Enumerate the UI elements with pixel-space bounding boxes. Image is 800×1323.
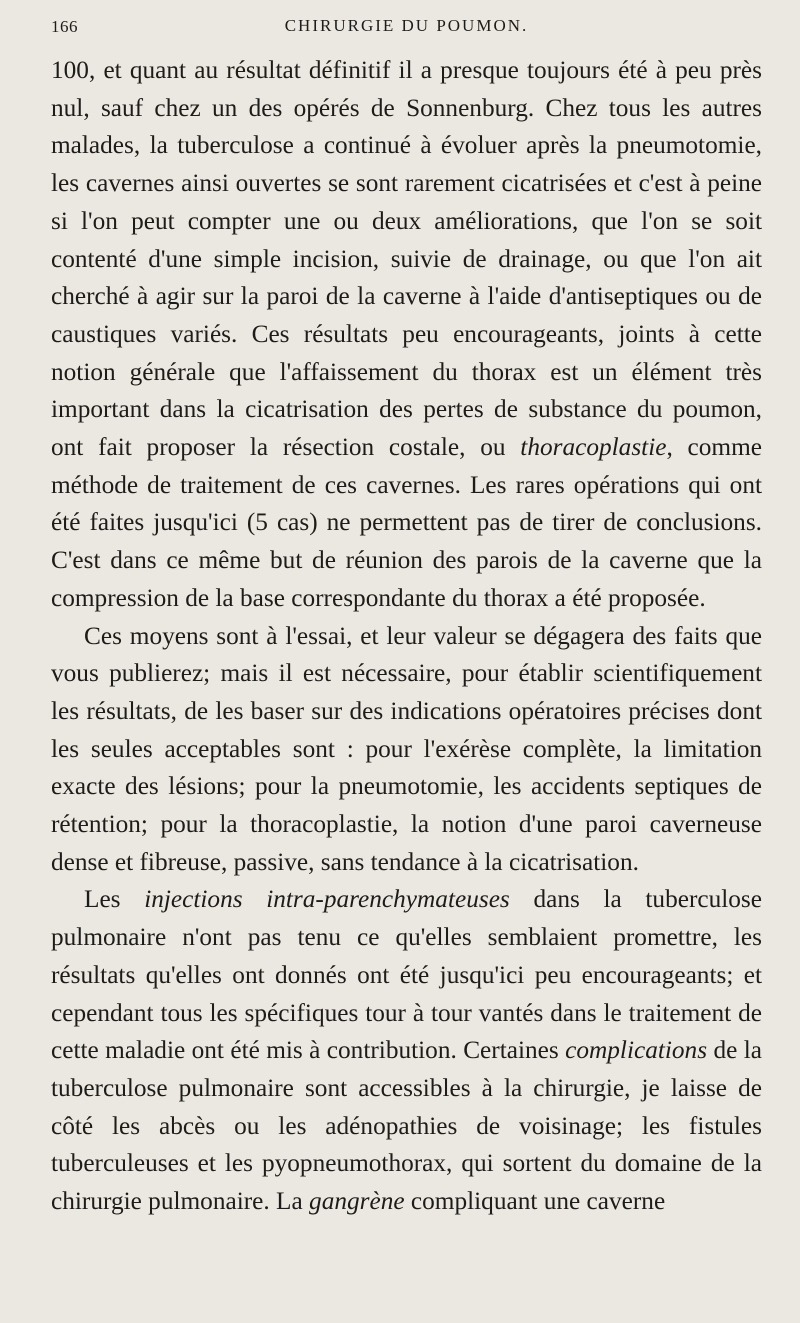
paragraph-2: [51, 618, 762, 882]
text-segment: Ces moyens sont à l'essai, et leur valeur se dégagera des faits que vous publierez; mais il est nécessaire, pour établir scientifiquement les résultats, de les baser sur des indications opératoires précises dont les seules acceptables sont : pour l'exérèse complète, la limitation exacte des lésions; pour la pneumotomie, les accidents septiques de rétention; pour la thoracoplastie, la notion d'une paroi caverneuse dense et fibreuse, passive, sans tendance à la cicatrisation.: [51, 621, 762, 876]
italic-term: thoracoplastie: [520, 433, 667, 462]
italic-term: injections intra-parenchymateuses: [144, 885, 510, 914]
italic-term: complications: [565, 1036, 708, 1065]
paragraph-1: [51, 52, 762, 618]
text-segment: 100, et quant au résultat définitif il a presque toujours été à peu près nul, sauf chez un des opérés de Sonnenburg. Chez tous les autres malades, la tuberculose a continué à évoluer après la pneumotomie, les cavernes ainsi ouvertes se sont rarement cicatrisées et c'est à peine si l'on peut compter une ou deux améliorations, que l'on se soit contenté d'une simple incision, suivie de drainage, ou que l'on ait cherché à agir sur la paroi de la caverne à l'aide d'antiseptiques ou de caustiques variés. Ces résultats peu encourageants, joints à cette notion générale que l'affaissement du thorax est un élément très important dans la cicatrisation des pertes de substance du poumon, ont fait proposer la résection costale, ou: [51, 56, 762, 462]
text-segment: , comme méthode de traitement de ces cavernes. Les rares opérations qui ont été faites jusqu'ici (5 cas) ne permettent pas de tirer de conclusions. C'est dans ce même but de réunion des parois de la caverne que la compression de la base correspondante du thorax a été proposée.: [51, 433, 762, 612]
page-number: 166: [51, 17, 78, 36]
running-head: [51, 0, 762, 52]
running-title: CHIRURGIE DU POUMON.: [284, 16, 529, 35]
text-segment: dans la tuberculose pulmonaire n'ont pas tenu ce qu'elles semblaient promettre, les résultats qu'elles ont donnés ont été jusqu'ici peu encourageants; et cependant tous les spécifiques tour à tour vantés dans le traitement de cette maladie ont été mis à contribution. Certaines: [51, 885, 763, 1065]
text-segment: Les: [84, 885, 145, 914]
body-text: [51, 52, 762, 1221]
italic-term: gangrène: [309, 1187, 405, 1216]
text-segment: compliquant une caverne: [404, 1187, 666, 1216]
text-segment: de la tuberculose pulmonaire sont accessibles à la chirurgie, je laisse de côté les abcès ou les adénopathies de voisinage; les fistules tuberculeuses et les pyopneumothorax, qui sortent du domaine de la chirurgie pulmonaire. La: [51, 1036, 762, 1216]
paragraph-3: [51, 881, 762, 1220]
